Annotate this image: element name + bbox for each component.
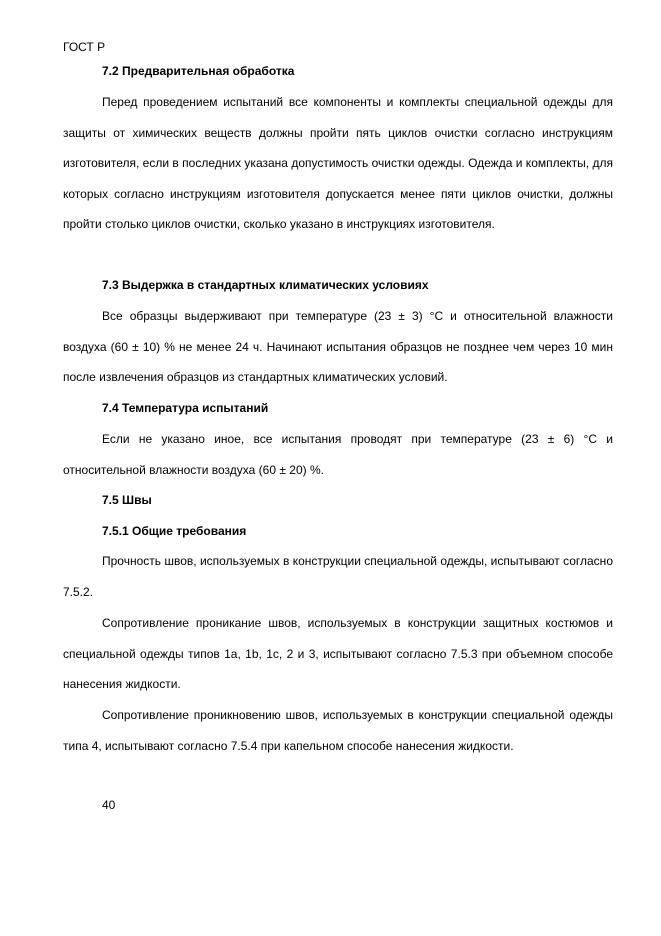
section-heading-7-5-1: 7.5.1 Общие требования — [102, 524, 247, 538]
paragraph-7-5-1-drops: Сопротивление проникновению швов, используемых в конструкции специальной одежды типа 4, испытывают согласно 7.5.4 при капельном способе нанесения жидкости. — [63, 708, 613, 753]
paragraph-7-5-1-penetration: Сопротивление проникание швов, используемых в конструкции защитных костюмов и специальной одежды типов 1а, 1b, 1с, 2 и 3, испытывают согласно 7.5.3 при объемном способе нанесения жидкости. — [63, 616, 613, 691]
section-heading-7-2: 7.2 Предварительная обработка — [102, 64, 295, 78]
section-heading-7-4: 7.4 Температура испытаний — [102, 401, 269, 415]
paragraph-7-5-1-strength: Прочность швов, используемых в конструкции специальной одежды, испытывают согласно 7.5.2. — [63, 554, 613, 599]
section-heading-7-5: 7.5 Швы — [102, 493, 152, 507]
document-code: ГОСТ Р — [63, 40, 106, 54]
paragraph-7-3: Все образцы выдерживают при температуре (23 ± 3) °С и относительной влажности воздуха (60 ± 10) % не менее 24 ч. Начинают испытания образцов не позднее чем через 10 мин после извлечения образцов из стандартных климатических условий. — [63, 309, 613, 384]
section-heading-7-3: 7.3 Выдержка в стандартных климатических условиях — [102, 278, 429, 292]
page-number: 40 — [102, 798, 116, 812]
paragraph-7-2: Перед проведением испытаний все компоненты и комплекты специальной одежды для защиты от химических веществ должны пройти пять циклов очистки согласно инструкциям изготовителя, если в последних указана допустимость очистки одежды. Одежда и комплекты, для которых согласно инструкциям изготовителя допускается менее пяти циклов очистки, должны пройти столько циклов очистки, сколько указано в инструкциях изготовителя. — [63, 95, 613, 231]
paragraph-7-4: Если не указано иное, все испытания проводят при температуре (23 ± 6) °С и относительной влажности воздуха (60 ± 20) %. — [63, 432, 613, 477]
